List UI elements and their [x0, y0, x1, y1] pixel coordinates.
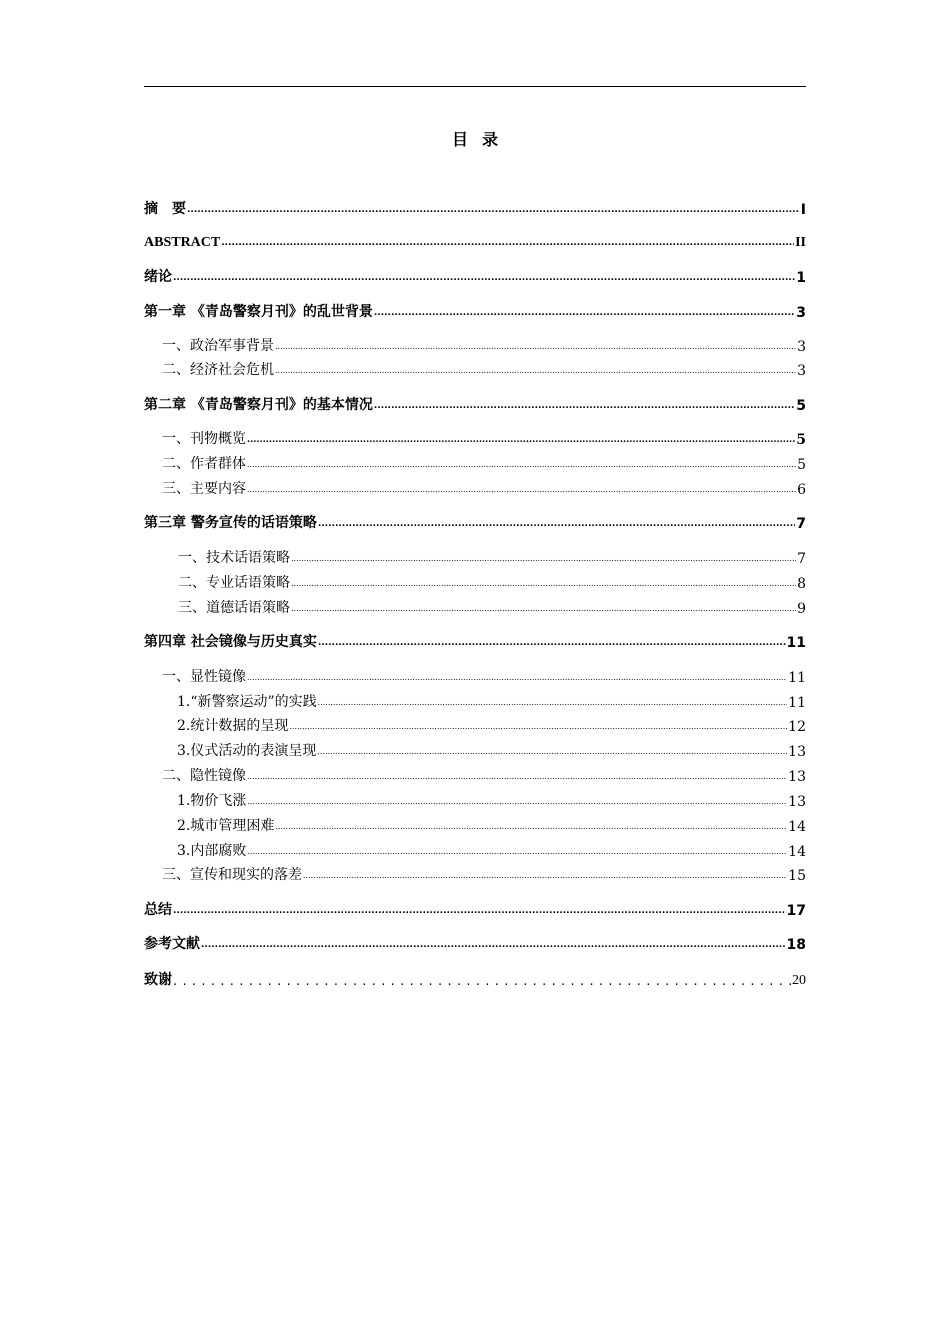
toc-entry-label: 1.“新警察运动”的实践 — [177, 694, 317, 710]
toc-entry-label: 第三章 警务宣传的话语策略 — [144, 515, 317, 531]
toc-leader-dots — [275, 338, 796, 352]
toc-entry-chapter-3[interactable] — [144, 512, 806, 532]
toc-entry-label: 3.内部腐败 — [177, 843, 247, 859]
toc-leader-dots — [303, 867, 787, 881]
toc-leader-dots — [289, 718, 787, 732]
toc-entry-label: 三、主要内容 — [162, 481, 246, 497]
toc-entry-label: 三、道德话语策略 — [178, 600, 290, 616]
toc-title: 目录 — [451, 130, 512, 149]
toc-entry-subsection-4-2-2[interactable] — [177, 815, 806, 835]
toc-leader-dots — [318, 515, 795, 529]
toc-entry-chapter-2[interactable] — [144, 394, 806, 414]
toc-entry-section-2-2[interactable] — [162, 453, 806, 473]
toc-entry-abstract-cn[interactable] — [144, 198, 806, 218]
toc-entry-section-1-2[interactable] — [162, 359, 806, 379]
toc-entry-page: 13 — [788, 769, 806, 785]
toc-entry-label: 第二章 《青岛警察月刊》的基本情况 — [144, 397, 373, 413]
toc-entry-label: 绪论 — [144, 269, 172, 285]
toc-leader-dots — [173, 269, 795, 283]
toc-leader-dots — [291, 600, 796, 614]
toc-entry-section-3-2[interactable] — [178, 572, 806, 592]
toc-entry-page: 17 — [786, 903, 806, 919]
toc-entry-label: 第一章 《青岛警察月刊》的乱世背景 — [144, 304, 373, 320]
toc-entry-acknowledgements[interactable] — [144, 969, 806, 989]
toc-entry-page: 11 — [788, 695, 806, 711]
toc-entry-page: 13 — [788, 794, 806, 810]
toc-entry-page: 13 — [788, 744, 806, 760]
toc-entry-label: 1.物价飞涨 — [177, 793, 247, 809]
toc-entry-label: 一、政治军事背景 — [162, 338, 274, 354]
toc-entry-page: 15 — [788, 868, 806, 884]
toc-entry-page: 11 — [786, 635, 806, 651]
toc-entry-page: 14 — [788, 844, 806, 860]
toc-entry-label: 3.仪式活动的表演呈现 — [177, 743, 317, 759]
toc-entry-page: 8 — [797, 576, 806, 592]
toc-leader-dots — [247, 431, 795, 445]
toc-entry-page: I — [800, 202, 806, 218]
toc-leader-dots — [201, 936, 786, 950]
toc-entry-label: 致谢 — [144, 972, 172, 988]
toc-leader-dots — [187, 201, 800, 215]
toc-entry-label: 一、刊物概览 — [162, 431, 246, 447]
toc-leader-dots — [247, 456, 796, 470]
toc-entry-page: 1 — [796, 270, 806, 286]
toc-entry-page: 14 — [788, 819, 806, 835]
toc-leader-dots — [247, 768, 787, 782]
toc-entry-label: 一、技术话语策略 — [178, 550, 290, 566]
toc-entry-page: 11 — [788, 670, 806, 686]
toc-entry-page: 5 — [796, 398, 806, 414]
toc-entry-section-4-3[interactable] — [162, 864, 806, 884]
toc-entry-label: 二、专业话语策略 — [178, 575, 290, 591]
toc-entry-section-1-1[interactable] — [162, 335, 806, 355]
toc-entry-page: 3 — [797, 339, 806, 355]
toc-entry-page: 9 — [797, 601, 806, 617]
header-rule — [144, 86, 806, 87]
toc-entry-section-2-1[interactable] — [162, 428, 806, 448]
toc-entry-label: 二、经济社会危机 — [162, 362, 274, 378]
toc-leader-dots — [291, 550, 796, 564]
toc-leader-dots — [275, 362, 796, 376]
toc-entry-page: 7 — [797, 551, 806, 567]
toc-entry-chapter-4[interactable] — [144, 631, 806, 651]
toc-leader-dots — [318, 694, 788, 708]
toc-leader-dots — [317, 743, 787, 757]
toc-entry-abstract-en[interactable] — [144, 231, 806, 251]
toc-entry-label: 总结 — [144, 902, 172, 918]
toc-entry-label: 三、宣传和现实的落差 — [162, 867, 302, 883]
toc-entry-subsection-4-1-2[interactable] — [177, 715, 806, 735]
toc-entry-page: 12 — [788, 719, 806, 735]
toc-entry-section-4-2[interactable] — [162, 765, 806, 785]
toc-entry-subsection-4-2-1[interactable] — [177, 790, 806, 810]
toc-entry-label: 2.统计数据的呈现 — [177, 718, 289, 734]
toc-entry-subsection-4-1-1[interactable] — [177, 691, 806, 711]
toc-entry-label: 2.城市管理困难 — [177, 818, 275, 834]
toc-entry-label: ABSTRACT — [144, 235, 221, 250]
toc-entry-page: 6 — [797, 482, 806, 498]
toc-entry-label: 第四章 社会镜像与历史真实 — [144, 634, 317, 650]
toc-leader-dots — [247, 793, 787, 807]
toc-entry-page: 7 — [796, 516, 806, 532]
toc-entry-page: 3 — [796, 305, 806, 321]
toc-entry-introduction[interactable] — [144, 266, 806, 286]
toc-leader-dots — [291, 575, 796, 589]
toc-leader-dots — [247, 481, 796, 495]
toc-leader-dots — [318, 634, 786, 648]
toc-entry-subsection-4-2-3[interactable] — [177, 840, 806, 860]
toc-entry-label: 一、显性镜像 — [162, 669, 246, 685]
toc-entry-section-4-1[interactable] — [162, 666, 806, 686]
toc-entry-references[interactable] — [144, 933, 806, 953]
toc-entry-label: 参考文献 — [144, 936, 200, 952]
toc-entry-page: 18 — [786, 937, 806, 953]
toc-leader-dots — [374, 304, 795, 318]
toc-entry-section-2-3[interactable] — [162, 478, 806, 498]
toc-leader-dots — [173, 974, 791, 988]
toc-entry-page: II — [795, 235, 806, 250]
toc-entry-conclusion[interactable] — [144, 899, 806, 919]
toc-entry-page: 5 — [796, 432, 806, 448]
toc-leader-dots — [374, 397, 795, 411]
toc-entry-section-3-1[interactable] — [178, 547, 806, 567]
toc-entry-label: 二、作者群体 — [162, 456, 246, 472]
toc-leader-dots — [275, 818, 787, 832]
toc-leader-dots — [247, 669, 787, 683]
toc-entry-subsection-4-1-3[interactable] — [177, 740, 806, 760]
toc-entry-page: 3 — [797, 363, 806, 379]
toc-leader-dots — [247, 843, 787, 857]
toc-leader-dots — [173, 902, 786, 916]
toc-entry-label: 摘 要 — [144, 201, 186, 217]
toc-entry-label: 二、隐性镜像 — [162, 768, 246, 784]
toc-entry-page: 5 — [797, 457, 806, 473]
toc-leader-dots — [221, 234, 794, 248]
toc-entry-page: 20 — [792, 973, 806, 988]
toc-entry-chapter-1[interactable] — [144, 301, 806, 321]
toc-entry-section-3-3[interactable] — [178, 597, 806, 617]
